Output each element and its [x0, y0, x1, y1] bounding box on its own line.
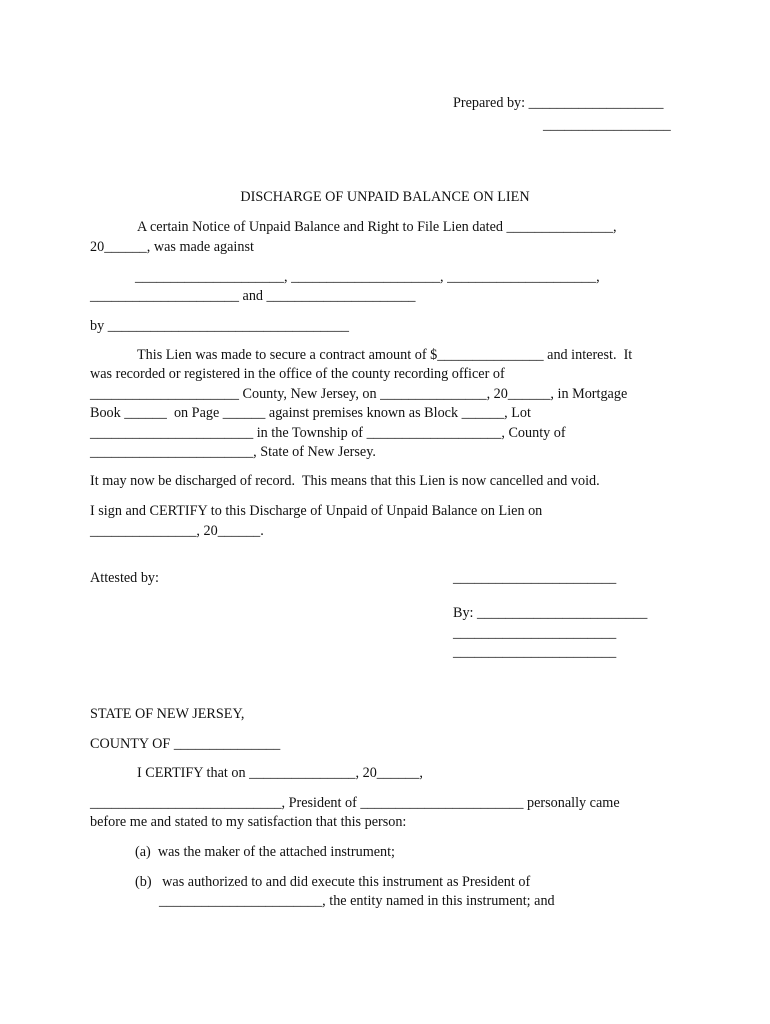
notice-line-2: 20______, was made against	[90, 239, 254, 255]
item-b-line-1: (b) was authorized to and did execute this instrument as President of	[135, 874, 531, 890]
parties-line-2: _____________________ and _____________________	[90, 288, 416, 304]
item-b-line-2: _______________________, the entity named in this instrument; and	[159, 893, 555, 909]
state-heading: STATE OF NEW JERSEY,	[90, 706, 245, 722]
attestation-extra-line-2: _______________________	[453, 644, 617, 660]
parties-line-1: _____________________, _____________________, _____________________,	[135, 269, 600, 285]
by-line: by __________________________________	[90, 318, 349, 334]
notice-line-1: A certain Notice of Unpaid Balance and Right to File Lien dated _______________,	[137, 219, 617, 235]
lien-line-2: was recorded or registered in the office of the county recording officer of	[90, 366, 505, 382]
attested-by-label: Attested by:	[90, 570, 159, 586]
certify-line-2: _______________, 20______.	[90, 523, 264, 539]
president-line-2: before me and stated to my satisfaction that this person:	[90, 814, 407, 830]
discharge-statement: It may now be discharged of record. This means that this Lien is now cancelled and void.	[90, 473, 600, 489]
attestation-by-line: By: ________________________	[453, 605, 648, 621]
lien-line-6: _______________________, State of New Jersey.	[90, 444, 376, 460]
lien-line-4: Book ______ on Page ______ against premises known as Block ______, Lot	[90, 405, 531, 421]
lien-line-3: _____________________ County, New Jersey, on _______________, 20______, in Mortgage	[90, 386, 628, 402]
attestation-extra-line-1: _______________________	[453, 625, 617, 641]
certify-date-line: I CERTIFY that on _______________, 20______,	[137, 765, 423, 781]
item-a: (a) was the maker of the attached instrument;	[135, 844, 396, 860]
certify-line-1: I sign and CERTIFY to this Discharge of Unpaid of Unpaid Balance on Lien on	[90, 503, 543, 519]
county-heading: COUNTY OF _______________	[90, 736, 281, 752]
president-line-1: ___________________________, President of _______________________ personally came	[90, 795, 620, 811]
signature-line: _______________________	[453, 570, 617, 586]
prepared-by-line-2: __________________	[543, 117, 671, 133]
lien-line-1: This Lien was made to secure a contract amount of $_______________ and interest. It	[137, 347, 633, 363]
lien-line-5: _______________________ in the Township of ___________________, County of	[90, 425, 566, 441]
prepared-by: Prepared by: ___________________	[453, 95, 664, 111]
document-title: DISCHARGE OF UNPAID BALANCE ON LIEN	[240, 189, 530, 205]
